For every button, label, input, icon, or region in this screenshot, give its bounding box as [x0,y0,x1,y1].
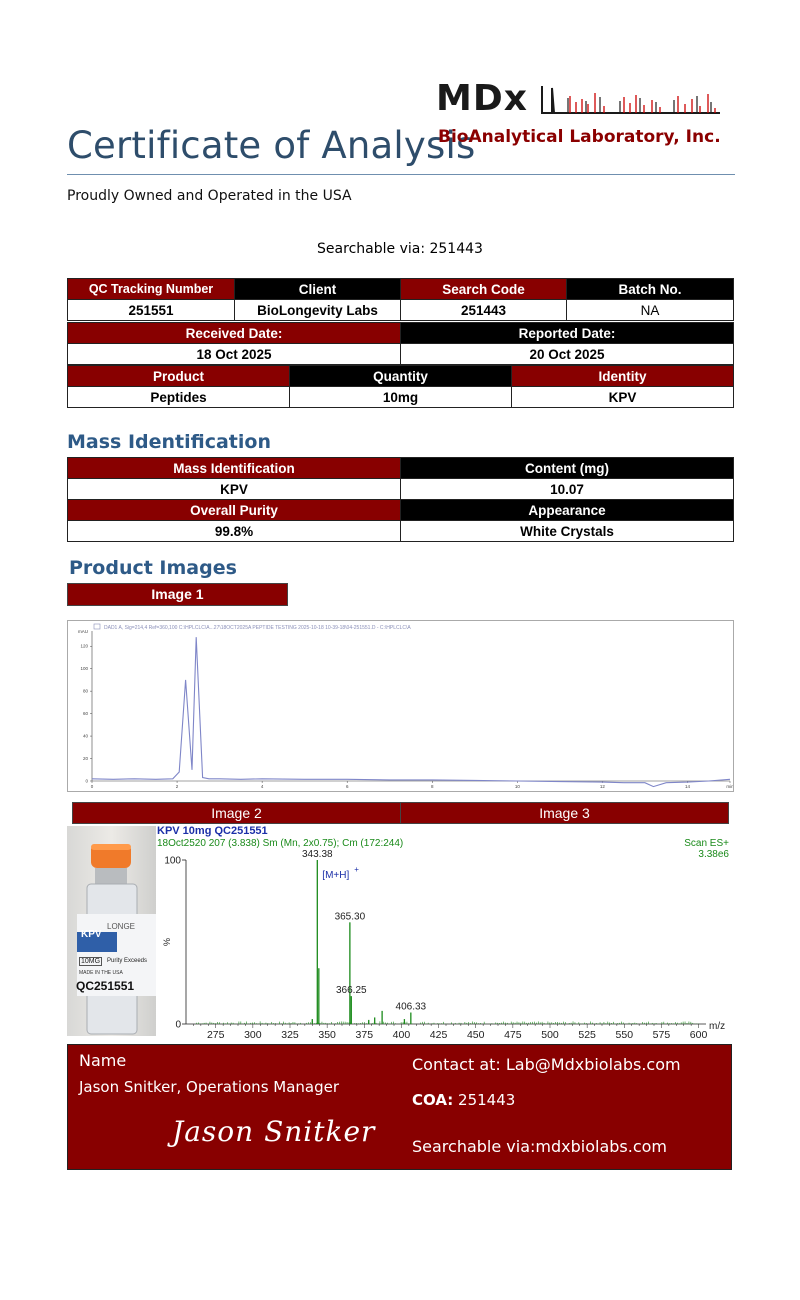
hplc-x-tick-label: 2 [175,784,179,789]
info-table-row-3 [67,365,734,408]
search-code-value: 251443 [401,300,567,321]
batch-value: NA [567,300,734,321]
image-3-label: Image 3 [400,802,729,824]
ms-peak-label: 365.30 [334,911,366,923]
tagline: Proudly Owned and Operated in the USA [67,188,352,204]
hplc-x-tick-label: 8 [431,784,434,789]
hplc-y-tick-label: 0 [85,778,88,784]
identity-value: KPV [512,387,734,408]
overall-purity-label: Overall Purity [68,500,401,521]
ms-subtitle: 18Oct2520 207 (3.838) Sm (Mn, 2x0.75); Cm (172:244) [157,838,404,849]
product-value: Peptides [68,387,290,408]
page-title: Certificate of Analysis [67,124,476,167]
ms-x-tick-label: 600 [689,1029,708,1041]
ms-peak-label: 366.25 [335,985,367,997]
ms-intensity-label: 3.38e6 [698,849,729,860]
footer-signature-block [67,1044,732,1170]
ms-title: KPV 10mg QC251551 [157,825,268,837]
mass-spectrum-svg [156,824,732,1044]
mass-identification-value: KPV [68,479,401,500]
image-2-label: Image 2 [72,802,401,824]
ms-ion-superscript: + [354,865,359,874]
coa-value: 251443 [458,1091,516,1109]
hplc-y-tick-label: 100 [80,666,88,672]
ms-x-tick-label: 525 [578,1029,596,1041]
logo-mdx-text: MDx [436,78,528,119]
mass-identification-label: Mass Identification [68,458,401,479]
ms-x-tick-label: 550 [615,1029,634,1041]
hplc-x-tick-label: min [726,784,733,789]
hplc-y-tick-label: 20 [82,756,88,762]
ms-y-tick-label: 100 [164,855,181,867]
search-code-label: Search Code [401,279,567,300]
vial-made-text: MADE IN THE USA [79,970,123,976]
quantity-label: Quantity [290,366,512,387]
ms-x-tick-label: 475 [504,1029,522,1041]
client-label: Client [235,279,401,300]
reported-date-value: 20 Oct 2025 [401,344,734,365]
hplc-legend-box [94,624,100,629]
ms-x-tick-label: 275 [206,1029,225,1041]
hplc-y-tick-label: 80 [82,688,88,694]
qc-tracking-value: 251551 [68,300,235,321]
hplc-x-tick-label: 14 [684,784,690,789]
client-value: BioLongevity Labs [235,300,401,321]
header-divider [67,174,735,175]
batch-label: Batch No. [567,279,734,300]
ms-x-tick-label: 400 [392,1029,411,1041]
hplc-y-tick-label: 60 [82,711,88,717]
hplc-x-tick-label: 0 [90,784,94,789]
hplc-chart-svg [68,621,733,791]
logo-chromatogram-icon [540,84,725,118]
mass-identification-heading: Mass Identification [67,431,271,453]
contact-email: Contact at: Lab@Mdxbiolabs.com [412,1055,681,1074]
ms-peak-label: 406.33 [395,1001,427,1013]
info-table-row-1 [67,278,734,321]
vial-brand-text: LONGE [107,922,136,931]
reported-date-label: Reported Date: [401,323,734,344]
ms-y-tick-label: 0 [175,1019,181,1031]
signature: Jason Snitker [172,1115,376,1148]
qc-tracking-label: QC Tracking Number [68,279,235,300]
info-table-row-2 [67,322,734,365]
ms-x-tick-label: 450 [466,1029,485,1041]
appearance-label: Appearance [401,500,734,521]
ms-x-tick-label: 325 [281,1029,299,1041]
vial-code-text: QC251551 [76,979,135,993]
ms-x-tick-label: 425 [429,1029,448,1041]
ms-y-axis-label: % [162,937,172,947]
ms-x-tick-label: 575 [652,1029,671,1041]
footer-searchable: Searchable via:mdxbiolabs.com [412,1137,668,1156]
hplc-y-tick-label: 120 [80,643,88,649]
image-1-label: Image 1 [67,583,288,606]
hplc-x-tick-label: 6 [345,784,349,789]
quantity-value: 10mg [290,387,512,408]
logo-subtitle: BioAnalytical Laboratory, Inc. [438,127,721,147]
vial-photo [67,826,156,1036]
vial-band-text: KPV [81,929,102,940]
hplc-series-line [92,637,730,786]
ms-x-tick-label: 300 [244,1029,262,1041]
ms-x-tick-label: 375 [355,1029,374,1041]
hplc-y-tick-label: 40 [82,733,88,739]
hplc-x-tick-label: 12 [599,784,605,789]
coa-line [412,1091,515,1109]
ms-peak-label: 343.38 [302,849,333,860]
hplc-chromatogram [67,620,734,792]
content-value: 10.07 [401,479,734,500]
received-date-label: Received Date: [68,323,401,344]
hplc-x-tick-label: 10 [514,784,520,789]
content-label: Content (mg) [401,458,734,479]
name-value: Jason Snitker, Operations Manager [79,1078,340,1096]
hplc-header-text: DAD1 A, Sig=214,4 Ref=360,100 C:\HPLCLC\A...27\18OCT2025A PEPTIDE TESTING 2025-10-18 10-39-18\04-251551.D - C:\HPLCLC\A [104,625,411,631]
vial-dose-text: 10MG [81,958,101,965]
coa-label: COA: [412,1091,454,1109]
hplc-x-tick-label: 4 [260,784,264,789]
product-images-heading: Product Images [69,557,237,579]
product-label: Product [68,366,290,387]
overall-purity-value: 99.8% [68,521,401,542]
identity-label: Identity [512,366,734,387]
searchable-code: Searchable via: 251443 [317,241,483,257]
hplc-y-unit: mAU [78,629,88,634]
vial-purity-text: Purity Exceeds [107,958,148,964]
ms-scan-label: Scan ES+ [684,838,729,849]
mass-spectrum [156,824,732,1044]
appearance-value: White Crystals [401,521,734,542]
ms-x-tick-label: 350 [318,1029,336,1041]
mass-table [67,457,734,542]
name-label: Name [79,1051,127,1070]
received-date-value: 18 Oct 2025 [68,344,401,365]
ms-x-tick-label: 500 [541,1029,559,1041]
ms-ion-label: [M+H] [322,870,350,881]
ms-x-axis-label: m/z [709,1021,726,1032]
